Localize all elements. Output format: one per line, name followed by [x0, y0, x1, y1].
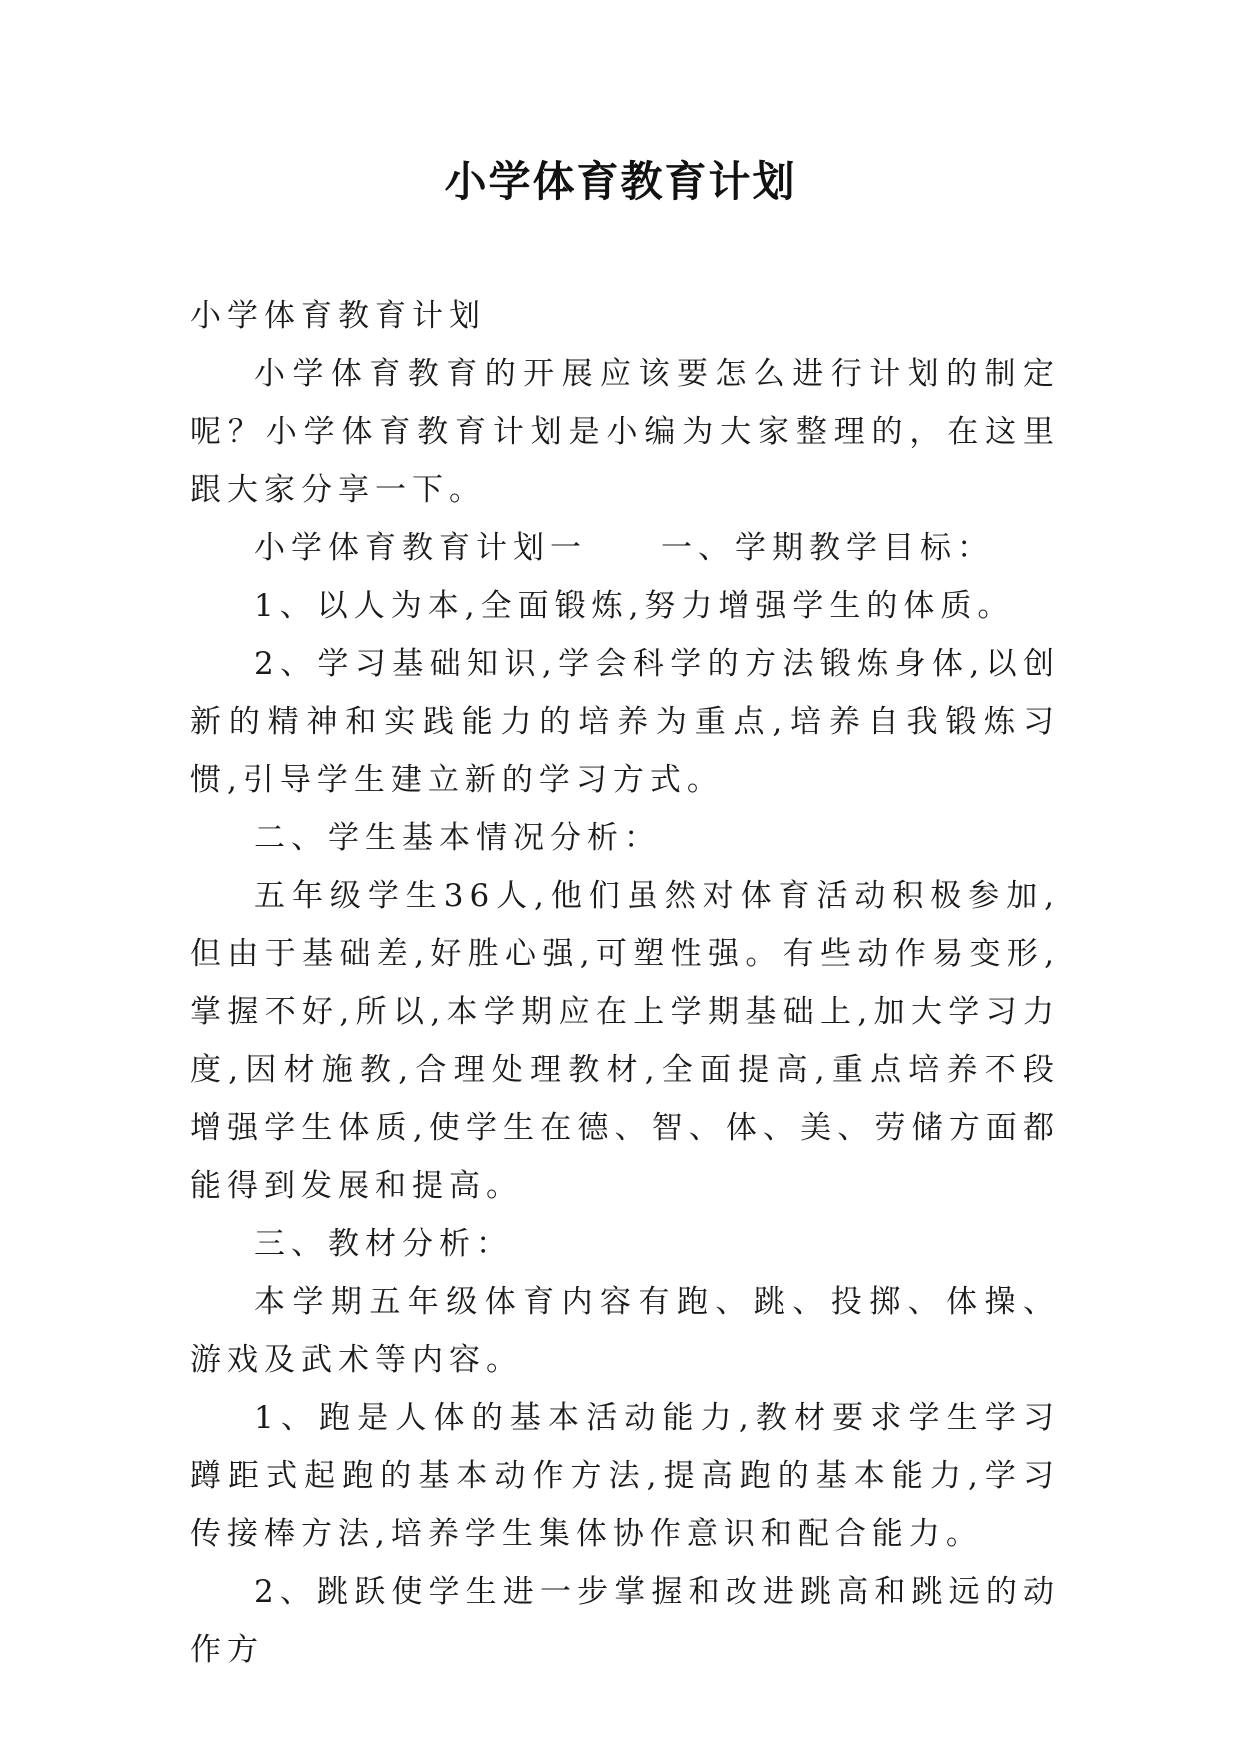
paragraph-section-2-heading: 二、学生基本情况分析： [254, 820, 661, 856]
paragraph-section-3-heading: 三、教材分析： [254, 1226, 513, 1262]
paragraph-intro: 小学体育教育的开展应该要怎么进行计划的制定呢？小学体育教育计划是小编为大家整理的，在这里跟大家分享一下。 [190, 356, 1060, 508]
document-title: 小学体育教育计划 [444, 157, 797, 206]
paragraph-goal-2: 2、学习基础知识,学会科学的方法锻炼身体,以创新的精神和实践能力的培养为重点,培养自我锻炼习惯,引导学生建立新的学习方式。 [190, 646, 1060, 798]
paragraph-running: 1、跑是人体的基本活动能力,教材要求学生学习蹲距式起跑的基本动作方法,提高跑的基本能力,学习传接棒方法,培养学生集体协作意识和配合能力。 [190, 1400, 1060, 1552]
document-body [190, 287, 1060, 1679]
paragraph-subtitle: 小学体育教育计划 [190, 298, 486, 334]
paragraph-content-overview: 本学期五年级体育内容有跑、跳、投掷、体操、游戏及武术等内容。 [190, 1284, 1060, 1378]
paragraph-student-analysis: 五年级学生36人,他们虽然对体育活动积极参加,但由于基础差,好胜心强,可塑性强。有些动作易变形,掌握不好,所以,本学期应在上学期基础上,加大学习力度,因材施教,合理处理教材,全面提高,重点培养不段增强学生体质,使学生在德、智、体、美、劳储方面都能得到发展和提高。 [190, 878, 1060, 1204]
paragraph-jumping: 2、跳跃使学生进一步掌握和改进跳高和跳远的动作方 [190, 1574, 1060, 1668]
paragraph-goal-1: 1、以人为本,全面锻炼,努力增强学生的体质。 [254, 588, 1015, 624]
paragraph-plan-one-heading: 小学体育教育计划一 一、学期教学目标： [254, 530, 994, 566]
